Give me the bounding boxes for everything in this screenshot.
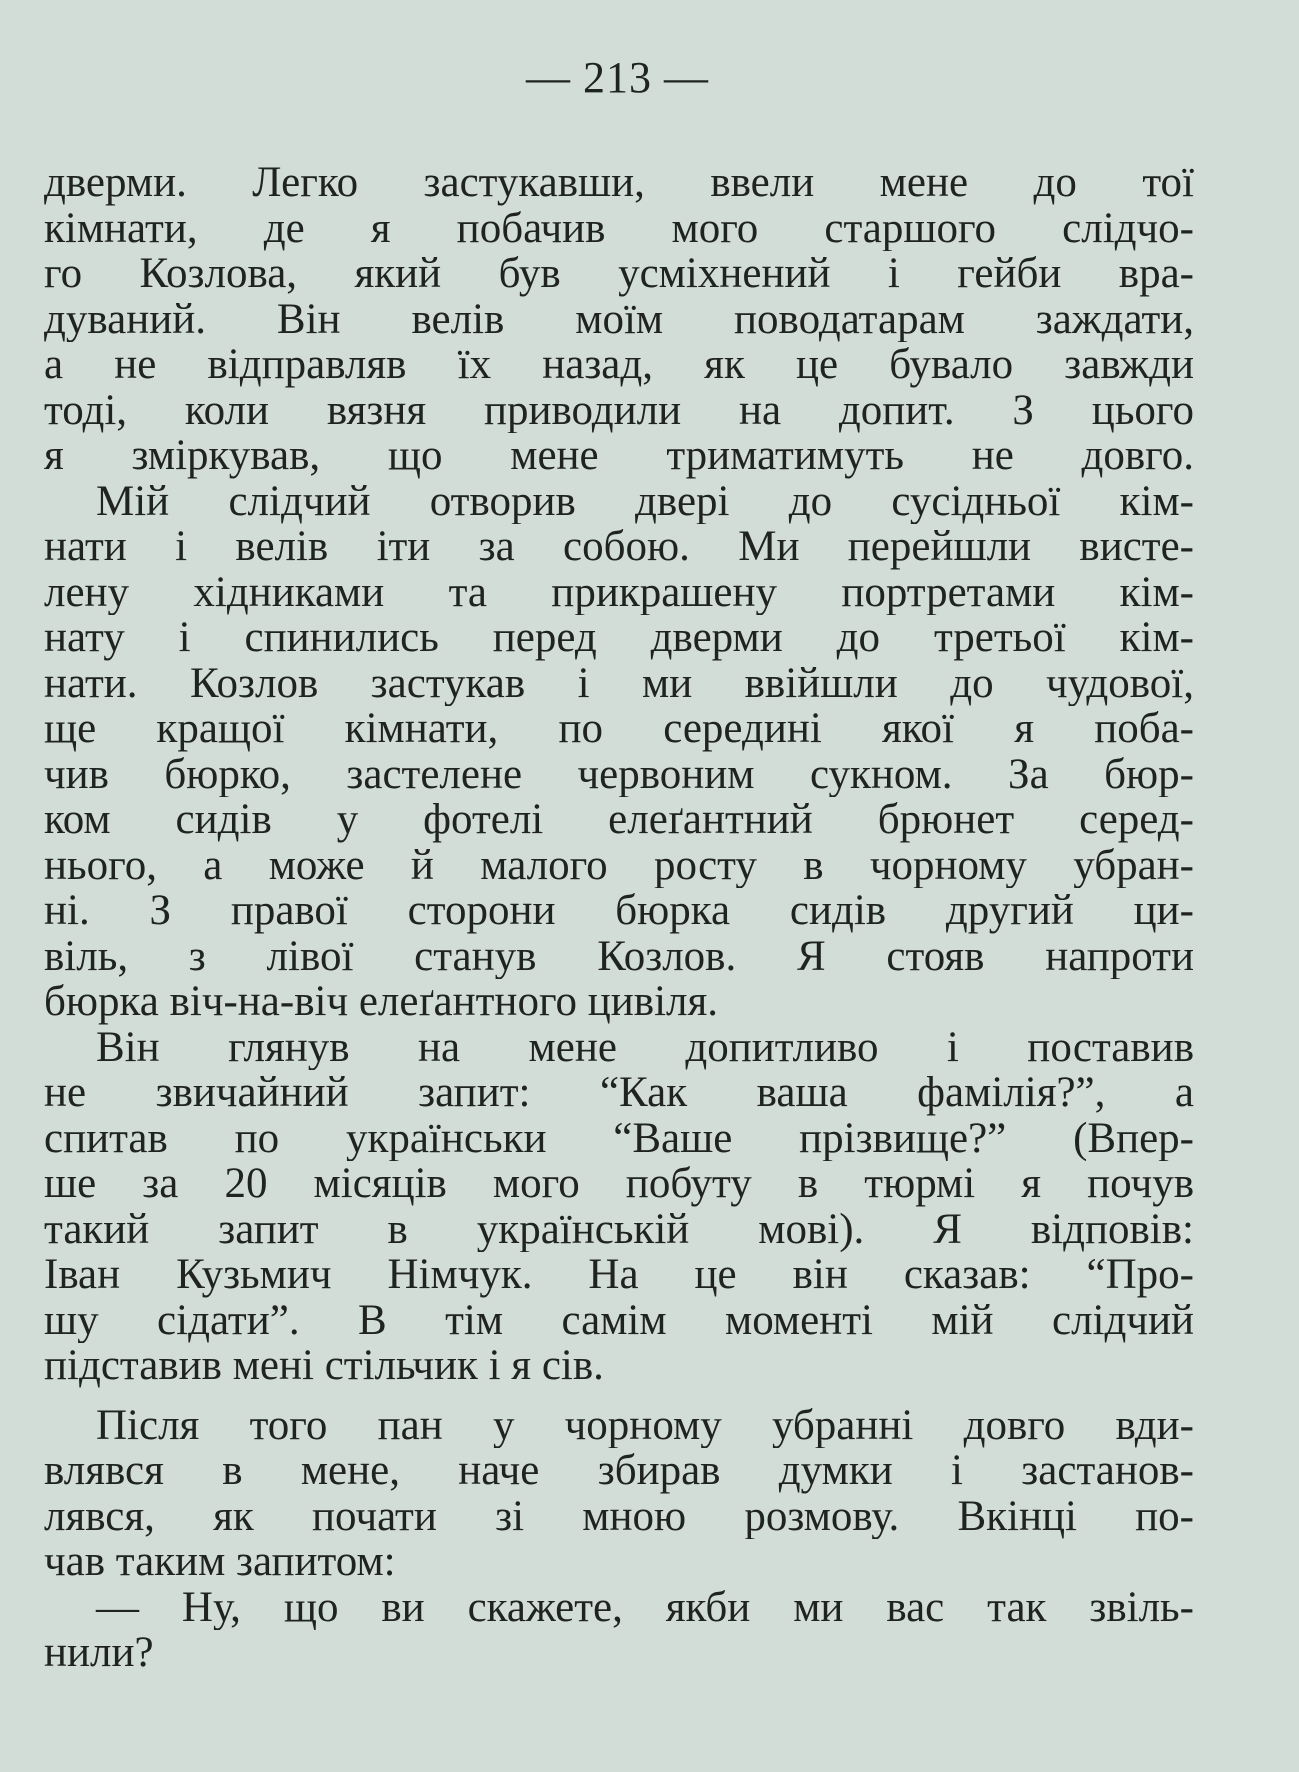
text-line: нього, а може й малого росту в чорному убран- — [44, 842, 1194, 888]
text-line: ком сидів у фотелі елеґантний брюнет серед- — [44, 797, 1194, 843]
text-line: тоді, коли вязня приводили на допит. З цього — [44, 387, 1194, 433]
text-line: влявся в мене, наче збирав думки і застанов- — [44, 1448, 1194, 1494]
text-line: Після того пан у чорному убранні довго вди- — [96, 1402, 1194, 1448]
text-line: кімнати, де я побачив мого старшого слідчо- — [44, 205, 1194, 251]
page-number: — 213 — — [526, 53, 709, 102]
text-line: лявся, як почати зі мною розмову. Вкінці по- — [44, 1493, 1194, 1539]
text-line: дверми. Легко застукавши, ввели мене до тої — [44, 160, 1194, 206]
text-line: чав таким запитом: — [44, 1539, 396, 1585]
text-line: чив бюрко, застелене червоним сукном. За бюр- — [44, 751, 1194, 797]
text-line: го Козлова, який був усміхнений і гейби вра- — [44, 251, 1194, 297]
text-line: Мій слідчий отворив двері до сусідньої кім- — [96, 478, 1194, 524]
text-line: ні. З правої сторони бюрка сидів другий ци- — [44, 888, 1194, 934]
text-line: а не відправляв їх назад, як це бувало завжди — [44, 342, 1194, 388]
text-line: нату і спинились перед дверми до третьої кім- — [44, 615, 1194, 661]
text-line: нати і велів іти за собою. Ми перейшли висте- — [44, 524, 1194, 570]
body-text — [44, 160, 1194, 1676]
text-line: — Ну, що ви скажете, якби ми вас так звіль- — [96, 1584, 1194, 1630]
text-line: дуваний. Він велів моїм поводатарам заждати, — [44, 296, 1194, 342]
text-line: Іван Кузьмич Німчук. На це він сказав: “Про- — [44, 1252, 1194, 1298]
text-line: ше за 20 місяців мого побуту в тюрмі я почув — [44, 1161, 1194, 1207]
text-line: нати. Козлов застукав і ми ввійшли до чудової, — [44, 660, 1194, 706]
text-line: не звичайний запит: “Как ваша фамілія?”, а — [44, 1070, 1194, 1116]
text-line: бюрка віч-на-віч елеґантного цивіля. — [44, 979, 719, 1025]
text-line: такий запит в українській мові). Я відповів: — [44, 1206, 1194, 1252]
text-line: шу сідати”. В тім самім моменті мій слідчий — [44, 1297, 1194, 1343]
text-line: нили? — [44, 1630, 154, 1676]
paragraph-gap — [44, 1389, 1194, 1403]
text-line: підставив мені стільчик і я сів. — [44, 1343, 604, 1389]
text-line: ще кращої кімнати, по середині якої я поба- — [44, 706, 1194, 752]
text-line: Він глянув на мене допитливо і поставив — [96, 1024, 1194, 1070]
text-line: віль, з лівої станув Козлов. Я стояв напроти — [44, 933, 1194, 979]
text-line: я зміркував, що мене триматимуть не довго. — [44, 433, 1194, 479]
text-line: лену хідниками та прикрашену портретами кім- — [44, 569, 1194, 615]
text-line: спитав по українськи “Ваше прізвище?” (Впер- — [44, 1115, 1194, 1161]
